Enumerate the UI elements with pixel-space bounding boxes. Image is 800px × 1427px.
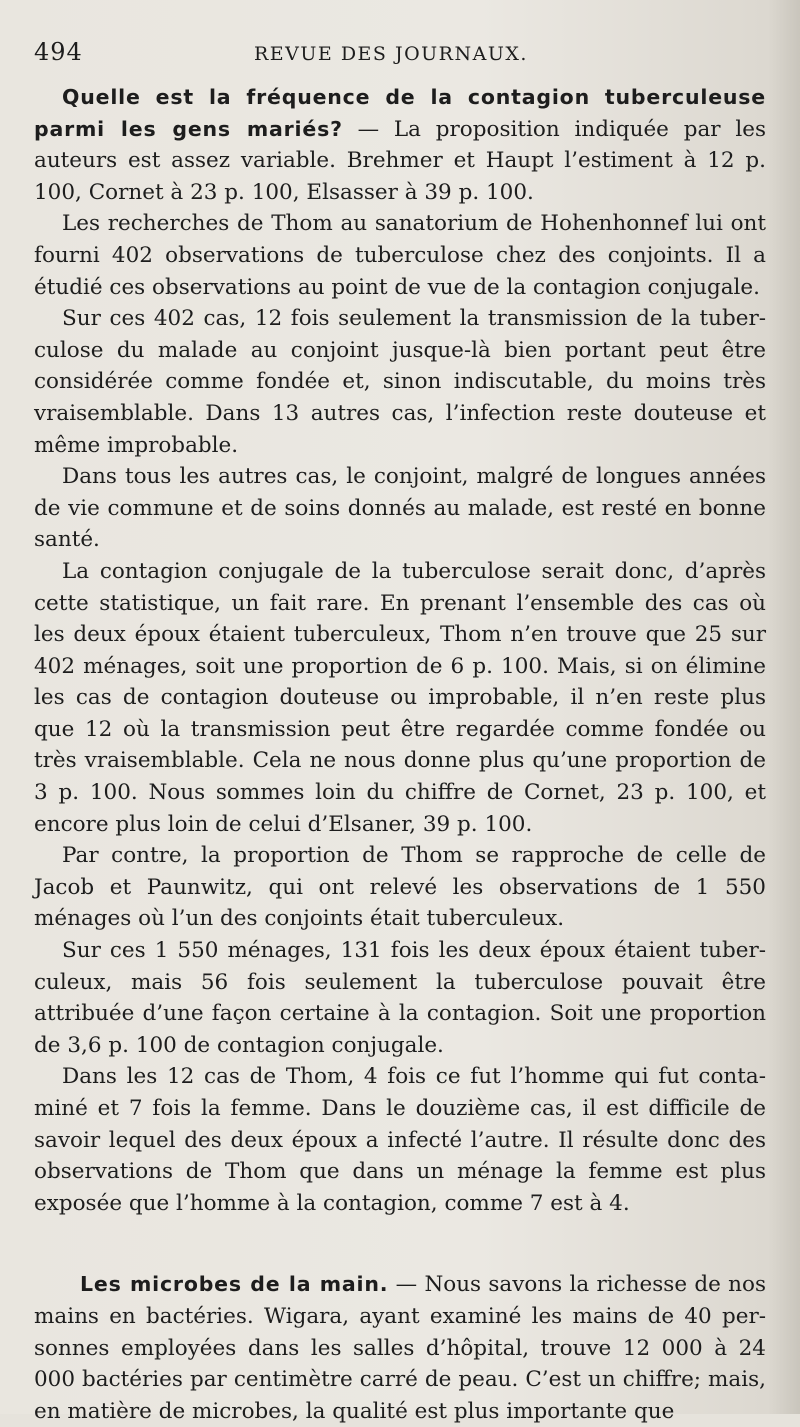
paragraph: Dans les 12 cas de Thom, 4 fois ce fut l’homme qui fut conta-miné et 7 fois la femme. Dans le douzième cas, il est difficile de savoir lequel des deux époux a infecté l’autre. Il résulte donc des observations de Thom que dans un ménage la femme est plus exposée que l’homme à la contagion, comme 7 est à 4. [34, 1064, 766, 1216]
section-gap [34, 1219, 766, 1269]
page-number: 494 [34, 38, 83, 66]
paragraph: Sur ces 402 cas, 12 fois seulement la transmission de la tuber-culose du malade au conjoint jusque-là bien portant peut être considérée comme fondée et, sinon indiscutable, du moins très vraisemblable. Dans 13 autres cas, l’infection reste douteuse et même improbable. [34, 306, 766, 458]
article-contagion-tuberculeuse [34, 82, 766, 1219]
paragraph: La contagion conjugale de la tuberculose serait donc, d’après cette statistique, un fait rare. En prenant l’ensemble des cas où les deux époux étaient tuberculeux, Thom n’en trouve que 25 sur 402 ménages, soit une proportion de 6 p. 100. Mais, si on élimine les cas de contagion douteuse ou improbable, il n’en reste plus que 12 où la transmission peut être regardée comme fondée ou très vraisemblable. Cela ne nous donne plus qu’une proportion de 3 p. 100. Nous sommes loin du chiffre de Cornet, 23 p. 100, et encore plus loin de celui d’Elsaner, 39 p. 100. [34, 558, 766, 837]
paragraph [34, 82, 766, 208]
running-head [34, 38, 766, 82]
paragraph: Sur ces 1 550 ménages, 131 fois les deux époux étaient tuber-culeux, mais 56 fois seulement la tuberculose pouvait être attribuée d’une façon certaine à la contagion. Soit une proportion de 3,6 p. 100 de contagion conjugale. [34, 938, 766, 1058]
paragraph [34, 1269, 766, 1427]
article-title: Quelle est la fréquence de la contagion tuberculeuse parmi les gens mariés? [34, 85, 766, 141]
paragraph: Dans tous les autres cas, le conjoint, malgré de longues années de vie commune et de soins donnés au malade, est resté en bonne santé. [34, 464, 766, 553]
paragraph: Les recherches de Thom au sanatorium de Hohenhonnef lui ont fourni 402 observations de tuberculose chez des conjoints. Il a étudié ces observations au point de vue de la contagion conjugale. [34, 211, 766, 300]
article-title: Les microbes de la main. [80, 1272, 389, 1297]
article-microbes-main [34, 1269, 766, 1427]
paragraph: Par contre, la proportion de Thom se rapproche de celle de Jacob et Paunwitz, qui ont relevé les observations de 1 550 ménages où l’un des conjoints était tuberculeux. [34, 843, 766, 932]
journal-title: REVUE DES JOURNAUX. [254, 43, 528, 65]
paragraph-text: — Nous savons la richesse de nos mains en bactéries. Wigara, ayant examiné les mains de 40 per-sonnes employées dans les salles d’hôpital, trouve 12 000 à 24 000 bactéries par centimètre carré de peau. C’est un chiffre; mais, en matière de microbes, la qualité est plus importante que [34, 1272, 766, 1424]
paragraph-text: — La proposition indiquée par les auteurs est assez variable. Brehmer et Haupt l’estiment à 12 p. 100, Cornet à 23 p. 100, Elsasser à 39 p. 100. [34, 116, 766, 205]
